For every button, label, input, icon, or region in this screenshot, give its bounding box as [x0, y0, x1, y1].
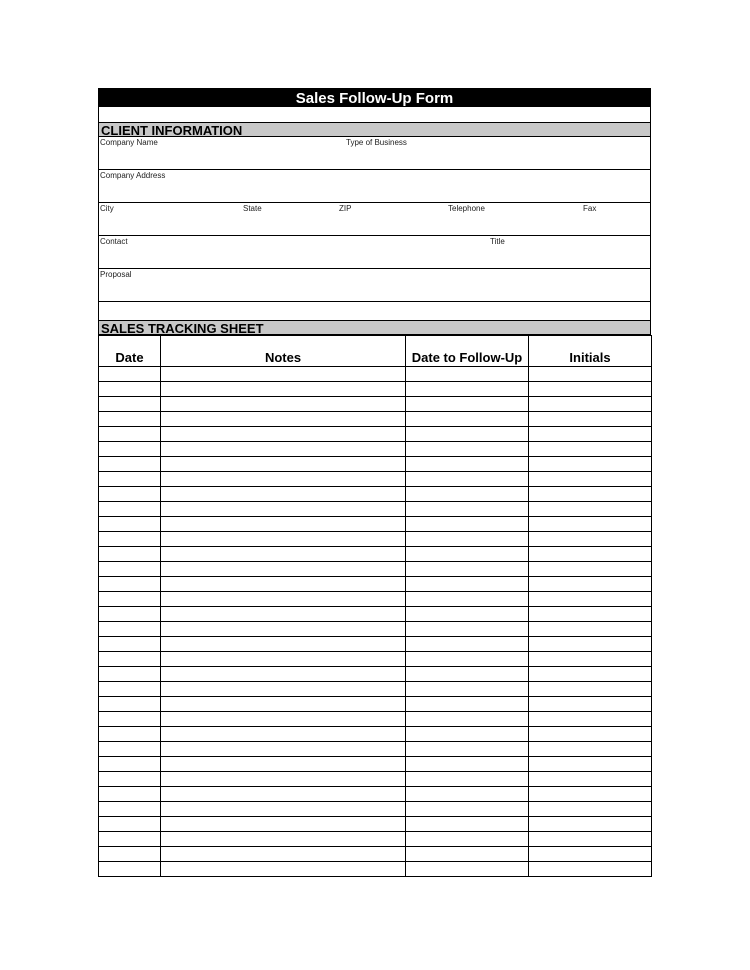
initials-cell[interactable]	[529, 772, 652, 787]
initials-cell[interactable]	[529, 847, 652, 862]
table-row	[99, 517, 652, 532]
follow-up-date-cell[interactable]	[406, 532, 529, 547]
table-row	[99, 757, 652, 772]
table-row	[99, 832, 652, 847]
date-cell[interactable]	[99, 697, 161, 712]
initials-cell[interactable]	[529, 457, 652, 472]
follow-up-date-cell[interactable]	[406, 862, 529, 877]
state-field[interactable]: State	[243, 204, 262, 213]
table-row	[99, 592, 652, 607]
initials-cell[interactable]	[529, 802, 652, 817]
notes-cell[interactable]	[161, 397, 406, 412]
location-row	[98, 203, 651, 236]
follow-up-date-cell[interactable]	[406, 412, 529, 427]
spacer	[98, 302, 651, 320]
date-cell[interactable]	[99, 772, 161, 787]
follow-up-date-cell[interactable]	[406, 727, 529, 742]
proposal-row	[98, 269, 651, 302]
follow-up-date-cell[interactable]	[406, 832, 529, 847]
follow-up-date-cell[interactable]	[406, 757, 529, 772]
notes-cell[interactable]	[161, 802, 406, 817]
date-cell[interactable]	[99, 442, 161, 457]
zip-field[interactable]: ZIP	[339, 204, 352, 213]
follow-up-date-cell[interactable]	[406, 607, 529, 622]
column-header-notes: Notes	[161, 336, 406, 367]
table-row	[99, 457, 652, 472]
table-row	[99, 847, 652, 862]
initials-cell[interactable]	[529, 817, 652, 832]
notes-cell[interactable]	[161, 862, 406, 877]
initials-cell[interactable]	[529, 367, 652, 382]
table-row	[99, 562, 652, 577]
table-row	[99, 772, 652, 787]
contact-row	[98, 236, 651, 269]
table-row	[99, 862, 652, 877]
address-row	[98, 170, 651, 203]
date-cell[interactable]	[99, 607, 161, 622]
notes-cell[interactable]	[161, 727, 406, 742]
notes-cell[interactable]	[161, 517, 406, 532]
initials-cell[interactable]	[529, 472, 652, 487]
notes-cell[interactable]	[161, 622, 406, 637]
notes-cell[interactable]	[161, 532, 406, 547]
notes-cell[interactable]	[161, 667, 406, 682]
fax-field[interactable]: Fax	[583, 204, 597, 213]
table-row	[99, 637, 652, 652]
table-row	[99, 817, 652, 832]
date-cell[interactable]	[99, 547, 161, 562]
date-cell[interactable]	[99, 682, 161, 697]
follow-up-date-cell[interactable]	[406, 622, 529, 637]
initials-cell[interactable]	[529, 832, 652, 847]
table-row	[99, 397, 652, 412]
follow-up-date-cell[interactable]	[406, 667, 529, 682]
table-row	[99, 532, 652, 547]
table-row	[99, 502, 652, 517]
table-row	[99, 547, 652, 562]
notes-cell[interactable]	[161, 367, 406, 382]
notes-cell[interactable]	[161, 757, 406, 772]
date-cell[interactable]	[99, 457, 161, 472]
sales-tracking-table	[98, 335, 652, 877]
date-cell[interactable]	[99, 727, 161, 742]
initials-cell[interactable]	[529, 667, 652, 682]
tracking-rows	[99, 367, 652, 877]
form-title: Sales Follow-Up Form	[98, 88, 651, 107]
company-address-field[interactable]: Company Address	[100, 171, 166, 180]
date-cell[interactable]	[99, 472, 161, 487]
initials-cell[interactable]	[529, 697, 652, 712]
table-row	[99, 802, 652, 817]
notes-cell[interactable]	[161, 847, 406, 862]
date-cell[interactable]	[99, 562, 161, 577]
notes-cell[interactable]	[161, 547, 406, 562]
date-cell[interactable]	[99, 832, 161, 847]
notes-cell[interactable]	[161, 577, 406, 592]
notes-cell[interactable]	[161, 502, 406, 517]
date-cell[interactable]	[99, 787, 161, 802]
notes-cell[interactable]	[161, 412, 406, 427]
notes-cell[interactable]	[161, 427, 406, 442]
table-row	[99, 697, 652, 712]
follow-up-date-cell[interactable]	[406, 652, 529, 667]
notes-cell[interactable]	[161, 772, 406, 787]
table-row	[99, 622, 652, 637]
table-header-row	[99, 336, 652, 367]
follow-up-date-cell[interactable]	[406, 787, 529, 802]
date-cell[interactable]	[99, 397, 161, 412]
table-row	[99, 727, 652, 742]
notes-cell[interactable]	[161, 697, 406, 712]
initials-cell[interactable]	[529, 397, 652, 412]
column-header-date: Date	[99, 336, 161, 367]
table-row	[99, 382, 652, 397]
initials-cell[interactable]	[529, 532, 652, 547]
follow-up-date-cell[interactable]	[406, 637, 529, 652]
follow-up-date-cell[interactable]	[406, 742, 529, 757]
notes-cell[interactable]	[161, 382, 406, 397]
date-cell[interactable]	[99, 757, 161, 772]
date-cell[interactable]	[99, 487, 161, 502]
date-cell[interactable]	[99, 637, 161, 652]
date-cell[interactable]	[99, 712, 161, 727]
follow-up-date-cell[interactable]	[406, 682, 529, 697]
notes-cell[interactable]	[161, 607, 406, 622]
follow-up-date-cell[interactable]	[406, 487, 529, 502]
follow-up-date-cell[interactable]	[406, 442, 529, 457]
sales-follow-up-form	[98, 88, 651, 877]
table-row	[99, 412, 652, 427]
initials-cell[interactable]	[529, 637, 652, 652]
date-cell[interactable]	[99, 367, 161, 382]
table-row	[99, 682, 652, 697]
initials-cell[interactable]	[529, 487, 652, 502]
telephone-field[interactable]: Telephone	[448, 204, 485, 213]
initials-cell[interactable]	[529, 517, 652, 532]
initials-cell[interactable]	[529, 742, 652, 757]
notes-cell[interactable]	[161, 832, 406, 847]
spacer	[98, 107, 651, 122]
notes-cell[interactable]	[161, 487, 406, 502]
initials-cell[interactable]	[529, 787, 652, 802]
column-header-initials: Initials	[529, 336, 652, 367]
table-row	[99, 367, 652, 382]
initials-cell[interactable]	[529, 727, 652, 742]
date-cell[interactable]	[99, 802, 161, 817]
notes-cell[interactable]	[161, 682, 406, 697]
notes-cell[interactable]	[161, 592, 406, 607]
company-name-field[interactable]: Company Name	[100, 138, 158, 147]
follow-up-date-cell[interactable]	[406, 817, 529, 832]
date-cell[interactable]	[99, 502, 161, 517]
date-cell[interactable]	[99, 862, 161, 877]
notes-cell[interactable]	[161, 562, 406, 577]
follow-up-date-cell[interactable]	[406, 427, 529, 442]
date-cell[interactable]	[99, 382, 161, 397]
date-cell[interactable]	[99, 592, 161, 607]
table-row	[99, 442, 652, 457]
follow-up-date-cell[interactable]	[406, 367, 529, 382]
client-information-header: CLIENT INFORMATION	[98, 122, 651, 137]
date-cell[interactable]	[99, 742, 161, 757]
table-row	[99, 667, 652, 682]
date-cell[interactable]	[99, 577, 161, 592]
follow-up-date-cell[interactable]	[406, 457, 529, 472]
follow-up-date-cell[interactable]	[406, 802, 529, 817]
date-cell[interactable]	[99, 847, 161, 862]
initials-cell[interactable]	[529, 862, 652, 877]
initials-cell[interactable]	[529, 622, 652, 637]
initials-cell[interactable]	[529, 577, 652, 592]
date-cell[interactable]	[99, 652, 161, 667]
table-row	[99, 652, 652, 667]
follow-up-date-cell[interactable]	[406, 592, 529, 607]
table-row	[99, 427, 652, 442]
initials-cell[interactable]	[529, 682, 652, 697]
sales-tracking-header: SALES TRACKING SHEET	[98, 320, 651, 335]
follow-up-date-cell[interactable]	[406, 502, 529, 517]
notes-cell[interactable]	[161, 742, 406, 757]
notes-cell[interactable]	[161, 787, 406, 802]
initials-cell[interactable]	[529, 652, 652, 667]
follow-up-date-cell[interactable]	[406, 547, 529, 562]
initials-cell[interactable]	[529, 712, 652, 727]
title-field[interactable]: Title	[490, 237, 505, 246]
table-row	[99, 607, 652, 622]
date-cell[interactable]	[99, 817, 161, 832]
date-cell[interactable]	[99, 517, 161, 532]
table-row	[99, 487, 652, 502]
column-header-date-to-follow-up: Date to Follow-Up	[406, 336, 529, 367]
contact-field[interactable]: Contact	[100, 237, 128, 246]
initials-cell[interactable]	[529, 382, 652, 397]
notes-cell[interactable]	[161, 442, 406, 457]
notes-cell[interactable]	[161, 817, 406, 832]
date-cell[interactable]	[99, 532, 161, 547]
follow-up-date-cell[interactable]	[406, 697, 529, 712]
date-cell[interactable]	[99, 622, 161, 637]
initials-cell[interactable]	[529, 412, 652, 427]
initials-cell[interactable]	[529, 547, 652, 562]
date-cell[interactable]	[99, 412, 161, 427]
company-row	[98, 137, 651, 170]
notes-cell[interactable]	[161, 457, 406, 472]
city-field[interactable]: City	[100, 204, 114, 213]
follow-up-date-cell[interactable]	[406, 382, 529, 397]
initials-cell[interactable]	[529, 562, 652, 577]
follow-up-date-cell[interactable]	[406, 517, 529, 532]
initials-cell[interactable]	[529, 607, 652, 622]
notes-cell[interactable]	[161, 637, 406, 652]
notes-cell[interactable]	[161, 472, 406, 487]
table-row	[99, 712, 652, 727]
follow-up-date-cell[interactable]	[406, 397, 529, 412]
proposal-field[interactable]: Proposal	[100, 270, 132, 279]
initials-cell[interactable]	[529, 757, 652, 772]
notes-cell[interactable]	[161, 652, 406, 667]
follow-up-date-cell[interactable]	[406, 712, 529, 727]
follow-up-date-cell[interactable]	[406, 472, 529, 487]
table-row	[99, 577, 652, 592]
initials-cell[interactable]	[529, 592, 652, 607]
table-row	[99, 787, 652, 802]
table-row	[99, 742, 652, 757]
follow-up-date-cell[interactable]	[406, 772, 529, 787]
initials-cell[interactable]	[529, 427, 652, 442]
date-cell[interactable]	[99, 427, 161, 442]
table-row	[99, 472, 652, 487]
initials-cell[interactable]	[529, 442, 652, 457]
follow-up-date-cell[interactable]	[406, 847, 529, 862]
follow-up-date-cell[interactable]	[406, 562, 529, 577]
date-cell[interactable]	[99, 667, 161, 682]
notes-cell[interactable]	[161, 712, 406, 727]
initials-cell[interactable]	[529, 502, 652, 517]
follow-up-date-cell[interactable]	[406, 577, 529, 592]
type-of-business-field[interactable]: Type of Business	[346, 138, 407, 147]
